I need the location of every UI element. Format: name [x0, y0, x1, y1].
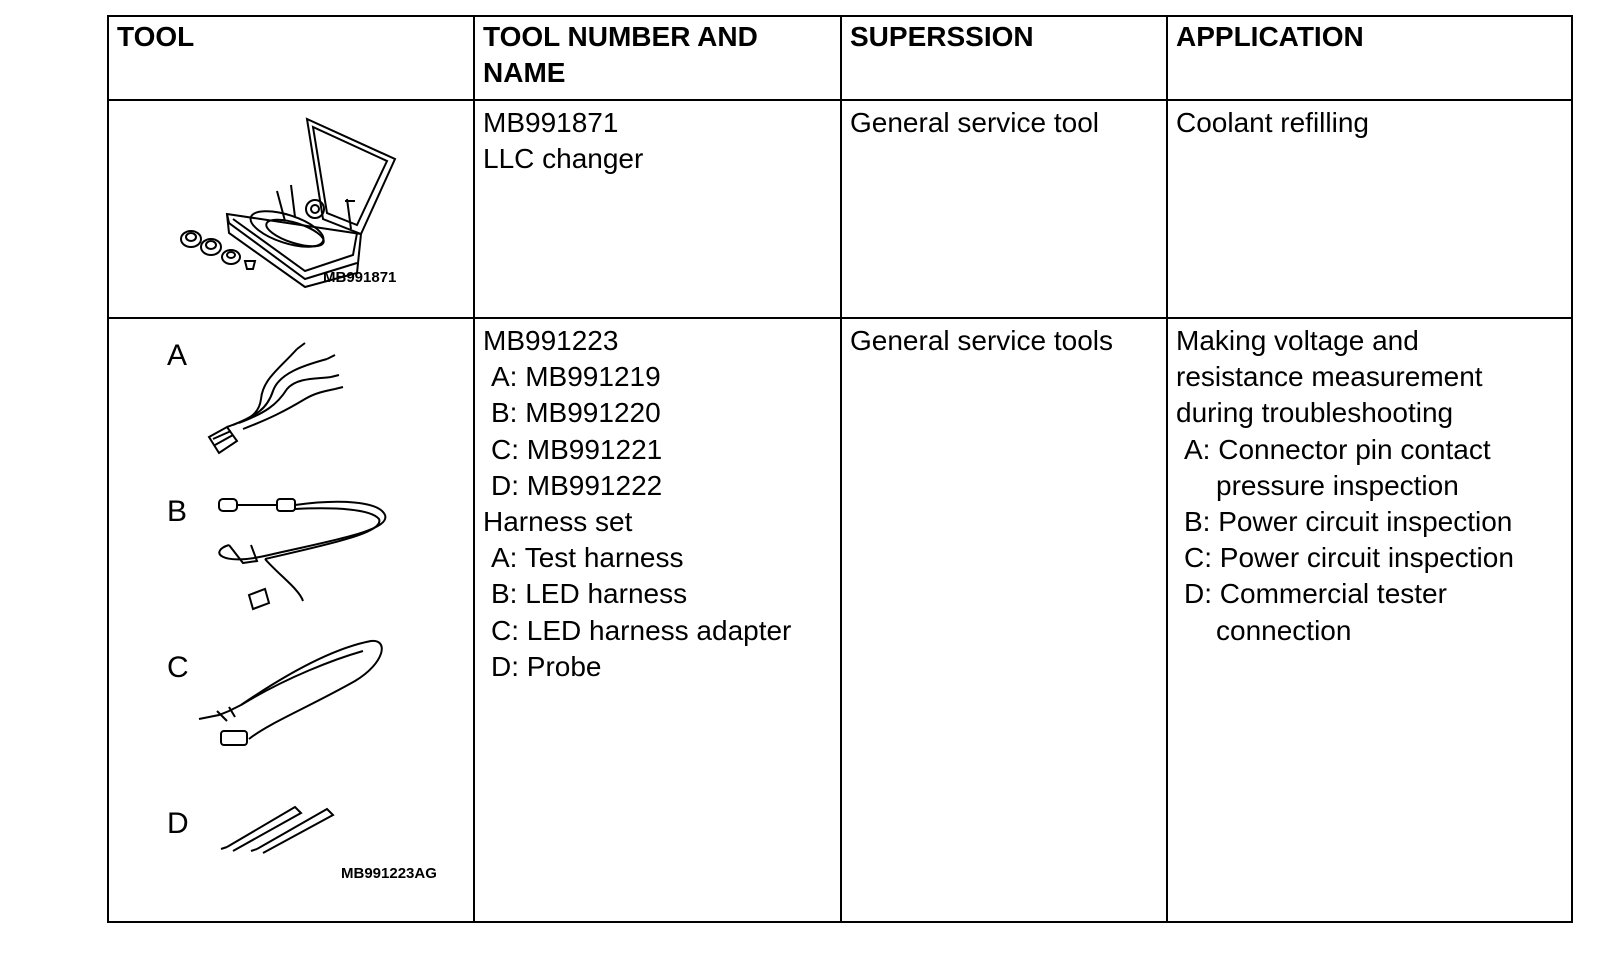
text-line: connection: [1216, 614, 1352, 646]
text-line: MB991223: [483, 325, 619, 356]
text-line: A: MB991219: [491, 361, 661, 393]
text-line: D: MB991222: [491, 469, 663, 501]
text-line: LLC changer: [483, 143, 644, 175]
text-line: D: Probe: [491, 650, 602, 682]
text-line: Making voltage and: [1176, 325, 1419, 356]
text-line: Harness set: [483, 506, 633, 538]
supersession: [841, 100, 1167, 318]
figure-letter: A: [167, 339, 188, 372]
tool-number-and-name: [474, 100, 841, 318]
tool-number-and-name: [474, 318, 841, 922]
header-row: [108, 16, 1572, 100]
table-row: [108, 318, 1572, 922]
figure-letter: C: [167, 651, 189, 684]
text-line: B: LED harness: [491, 578, 688, 610]
text-line: General service tools: [850, 325, 1114, 356]
text-line: C: MB991221: [491, 433, 663, 465]
llc-changer-illustration: [109, 101, 475, 319]
text-line: General service tool: [850, 107, 1100, 138]
text-line: D: Commercial tester: [1184, 578, 1447, 610]
table-row: [108, 100, 1572, 318]
text-line: B: Power circuit inspection: [1184, 506, 1513, 538]
application: [1167, 100, 1572, 318]
tool-illustration-cell: [108, 318, 474, 922]
header-supersession: SUPERSSION: [841, 16, 1167, 100]
header-application: APPLICATION: [1167, 16, 1572, 100]
text-line: Coolant refilling: [1176, 107, 1369, 138]
text-line: A: Connector pin contact: [1184, 433, 1491, 465]
application: [1167, 318, 1572, 922]
header-tool: TOOL: [108, 16, 474, 100]
text-line: during troubleshooting: [1176, 397, 1454, 429]
supersession: [841, 318, 1167, 922]
figure-letter: B: [167, 495, 188, 528]
harness-set-illustration: [109, 319, 475, 923]
figure-label: MB991223AG: [341, 865, 437, 882]
text-line: B: MB991220: [491, 397, 661, 429]
text-line: C: Power circuit inspection: [1184, 542, 1514, 574]
special-tools-table: [107, 15, 1573, 923]
tool-illustration-cell: [108, 100, 474, 318]
text-line: MB991871: [483, 107, 619, 138]
text-line: pressure inspection: [1216, 469, 1459, 501]
figure-letter: D: [167, 807, 189, 840]
text-line: resistance measurement: [1176, 361, 1483, 393]
text-line: C: LED harness adapter: [491, 614, 792, 646]
figure-label: MB991871: [323, 269, 397, 286]
text-line: A: Test harness: [491, 542, 684, 574]
header-tool-number-and-name: TOOL NUMBER AND NAME: [474, 16, 841, 100]
